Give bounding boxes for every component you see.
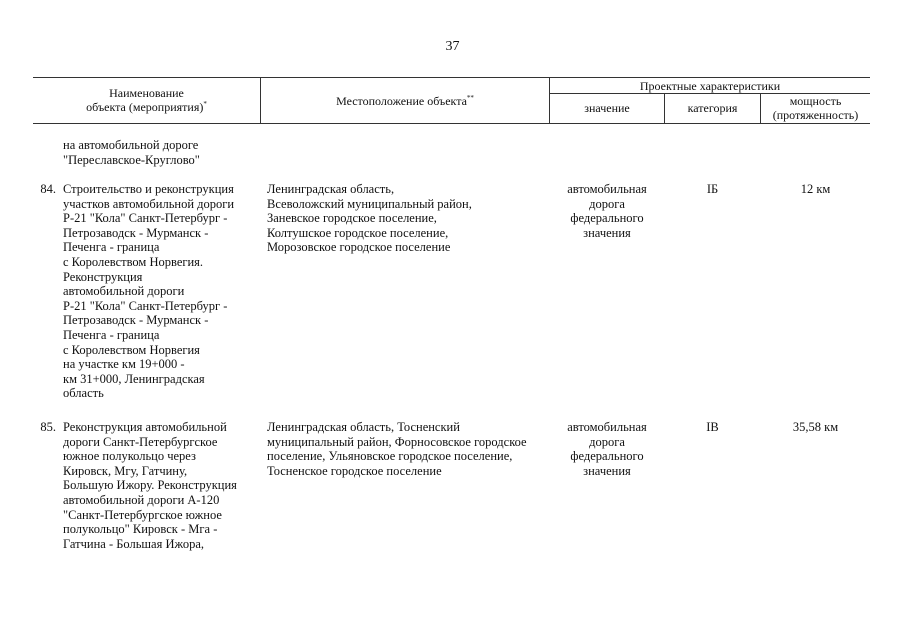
header-top-rule (33, 77, 870, 78)
page-number: 37 (445, 39, 460, 54)
header-location-footnote: ** (466, 94, 474, 102)
header-name-column (33, 86, 260, 114)
row-85-category: IВ (706, 420, 719, 434)
header-name-line1: Наименование (109, 86, 184, 100)
row-85-capacity: 35,58 км (792, 420, 839, 434)
row-84-location: Ленинградская область, Всеволожский муниципальный район, Заневское городское поселение, Колтушское городское поселение, Морозовское городское поселение (267, 182, 472, 255)
header-bottom-rule (33, 123, 870, 124)
header-value-column: значение (584, 101, 630, 115)
row-84-name: Строительство и реконструкция участков автомобильной дороги Р-21 "Кола" Санкт-Петербург - Петрозаводск - Мурманск - Печенга - граница с Королевством Норвегия. Реконструкция автомобильной дороги Р-21 "Кола" Санкт-Петербург - Петрозаводск - Мурманск - Печенга - граница с Королевством Норвегия на участке км 19+000 - км 31+000, Ленинградская область (63, 182, 235, 401)
header-name-line2 (33, 100, 260, 114)
header-name-footnote: * (203, 100, 207, 108)
header-location-column (261, 94, 549, 108)
row-84-capacity: 12 км (800, 182, 831, 196)
row-85-location: Ленинградская область, Тосненский муниципальный район, Форносовское городское поселение, Ульяновское городское поселение, Тосненское городское поселение (267, 420, 527, 478)
row-84-category: IБ (706, 182, 719, 196)
header-project-group: Проектные характеристики (639, 79, 781, 93)
continuation-name: на автомобильной дороге "Переславское-Круглово" (63, 138, 200, 167)
header-location-text: Местоположение объекта (336, 94, 467, 108)
row-84-number: 84. (40, 182, 56, 196)
row-84-value: автомобильная дорога федерального значения (567, 182, 647, 240)
header-capacity-column: мощность (протяженность) (772, 94, 859, 122)
row-85-number: 85. (40, 420, 56, 434)
row-85-name: Реконструкция автомобильной дороги Санкт-Петербургское южное полукольцо через Кировск, Мгу, Гатчину, Большую Ижору. Реконструкция автомобильной дороги А-120 "Санкт-Петербургское южное полукольцо" Кировск - Мга - Гатчина - Большая Ижора, (63, 420, 237, 551)
row-85-value: автомобильная дорога федерального значения (567, 420, 647, 478)
header-name-text: объекта (мероприятия) (86, 100, 204, 114)
header-category-column: категория (687, 101, 738, 115)
